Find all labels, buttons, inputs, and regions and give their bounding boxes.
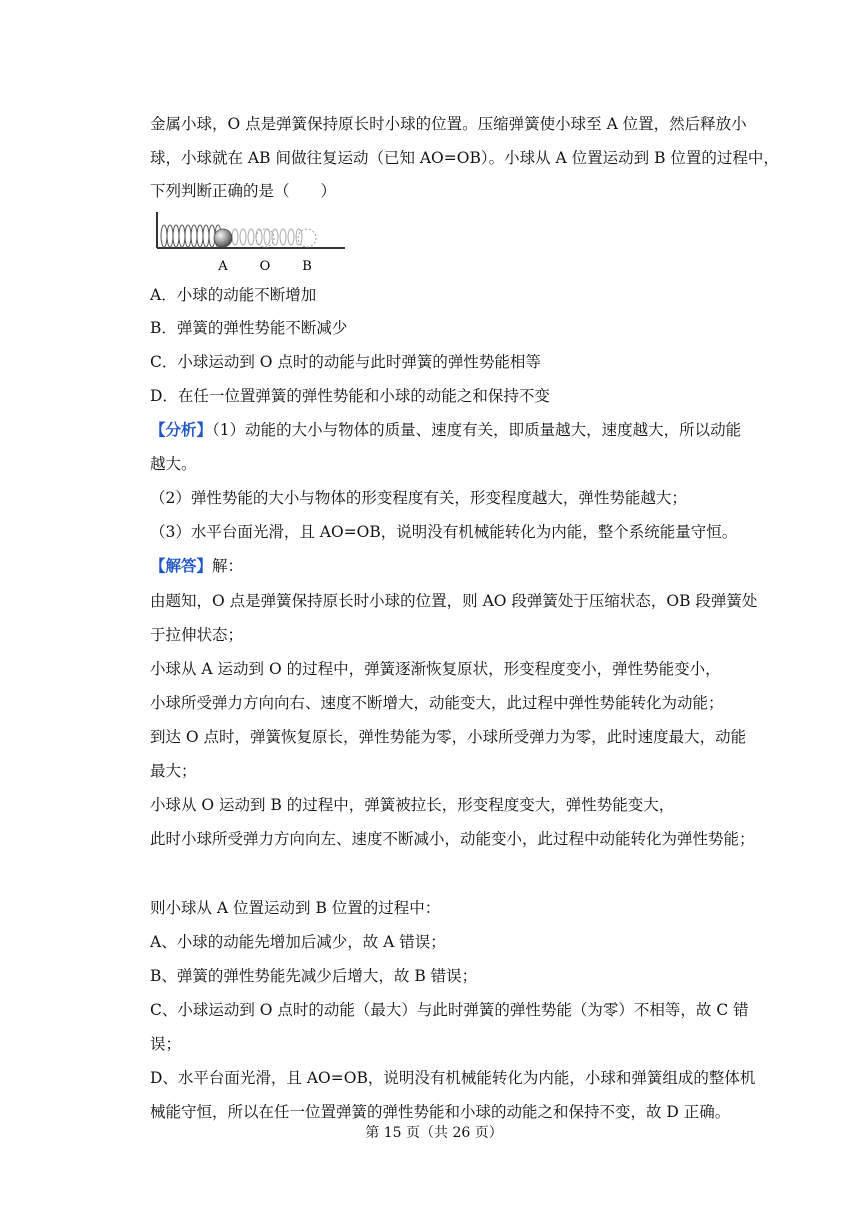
answer-line-8: 此时小球所受弹力方向向左、速度不断减小，动能变小，此过程中动能转化为弹性势能； bbox=[150, 830, 755, 848]
analysis-line-3: （3）水平台面光滑，且 AO=OB，说明没有机械能转化为内能，整个系统能量守恒。 bbox=[150, 523, 738, 541]
label-a: A bbox=[218, 259, 228, 274]
answer-line-10: A、小球的动能先增加后减少，故 A 错误； bbox=[150, 933, 446, 951]
answer-line-11: B、弹簧的弹性势能先减少后增大，故 B 错误； bbox=[150, 967, 478, 985]
option-a: A．小球的动能不断增加 bbox=[150, 286, 317, 304]
analysis-tag: 【分析】 bbox=[150, 420, 213, 439]
answer-line-15: 械能守恒，所以在任一位置弹簧的弹性势能和小球的动能之和保持不变，故 D 正确。 bbox=[150, 1103, 731, 1121]
answer-tag: 【解答】 bbox=[150, 556, 213, 575]
option-d: D．在任一位置弹簧的弹性势能和小球的动能之和保持不变 bbox=[150, 387, 550, 405]
answer-line-12: C、小球运动到 O 点时的动能（最大）与此时弹簧的弹性势能（为零）不相等，故 C 错 bbox=[150, 1001, 749, 1019]
answer-line-9: 则小球从 A 位置运动到 B 位置的过程中： bbox=[150, 899, 441, 917]
option-c: C．小球运动到 O 点时的动能与此时弹簧的弹性势能相等 bbox=[150, 353, 541, 371]
option-b: B．弹簧的弹性势能不断减少 bbox=[150, 319, 348, 337]
page-footer: 第 15 页（共 26 页） bbox=[365, 1125, 503, 1141]
answer-line-5: 到达 O 点时，弹簧恢复原长，弹性势能为零，小球所受弹力为零，此时速度最大，动能 bbox=[150, 728, 747, 746]
answer-line-14: D、水平台面光滑，且 AO=OB，说明没有机械能转化为内能，小球和弹簧组成的整体机 bbox=[150, 1069, 756, 1087]
answer-heading bbox=[150, 556, 243, 576]
analysis-line-2: （2）弹性势能的大小与物体的形变程度有关，形变程度越大，弹性势能越大； bbox=[150, 489, 687, 507]
question-line-2: 球，小球就在 AB 间做往复运动（已知 AO=OB）。小球从 A 位置运动到 B 位置的过程中， bbox=[150, 149, 779, 167]
answer-line-13: 误； bbox=[150, 1035, 182, 1053]
answer-line-4: 小球所受弹力方向向右、速度不断增大，动能变大，此过程中弹性势能转化为动能； bbox=[150, 694, 724, 712]
figure-spring-faint bbox=[232, 229, 302, 245]
answer-line-3: 小球从 A 运动到 O 的过程中，弹簧逐渐恢复原状，形变程度变小，弹性势能变小， bbox=[150, 660, 721, 678]
analysis-line-1b: 越大。 bbox=[150, 455, 197, 473]
answer-line-2: 于拉伸状态； bbox=[150, 626, 244, 644]
question-line-1: 金属小球，O 点是弹簧保持原长时小球的位置。压缩弹簧使小球至 A 位置，然后释放小 bbox=[150, 115, 747, 133]
answer-tag-suffix: 解： bbox=[212, 557, 244, 575]
spring-ball-figure bbox=[155, 208, 350, 276]
analysis-line-1 bbox=[150, 420, 741, 440]
ball-at-b bbox=[298, 229, 316, 247]
label-o: O bbox=[259, 259, 271, 274]
ball-at-a bbox=[214, 229, 232, 247]
answer-line-6: 最大； bbox=[150, 762, 197, 780]
analysis-text-1: （1）动能的大小与物体的质量、速度有关，即质量越大，速度越大，所以动能 bbox=[212, 421, 742, 439]
figure-spring bbox=[161, 225, 221, 247]
answer-line-1: 由题知，O 点是弹簧保持原长时小球的位置，则 AO 段弹簧处于压缩状态，OB 段弹簧处 bbox=[150, 592, 758, 610]
answer-line-7: 小球从 O 运动到 B 的过程中，弹簧被拉长，形变程度变大，弹性势能变大， bbox=[150, 796, 675, 814]
question-line-3: 下列判断正确的是（ ） bbox=[150, 182, 337, 200]
label-b: B bbox=[302, 259, 312, 274]
